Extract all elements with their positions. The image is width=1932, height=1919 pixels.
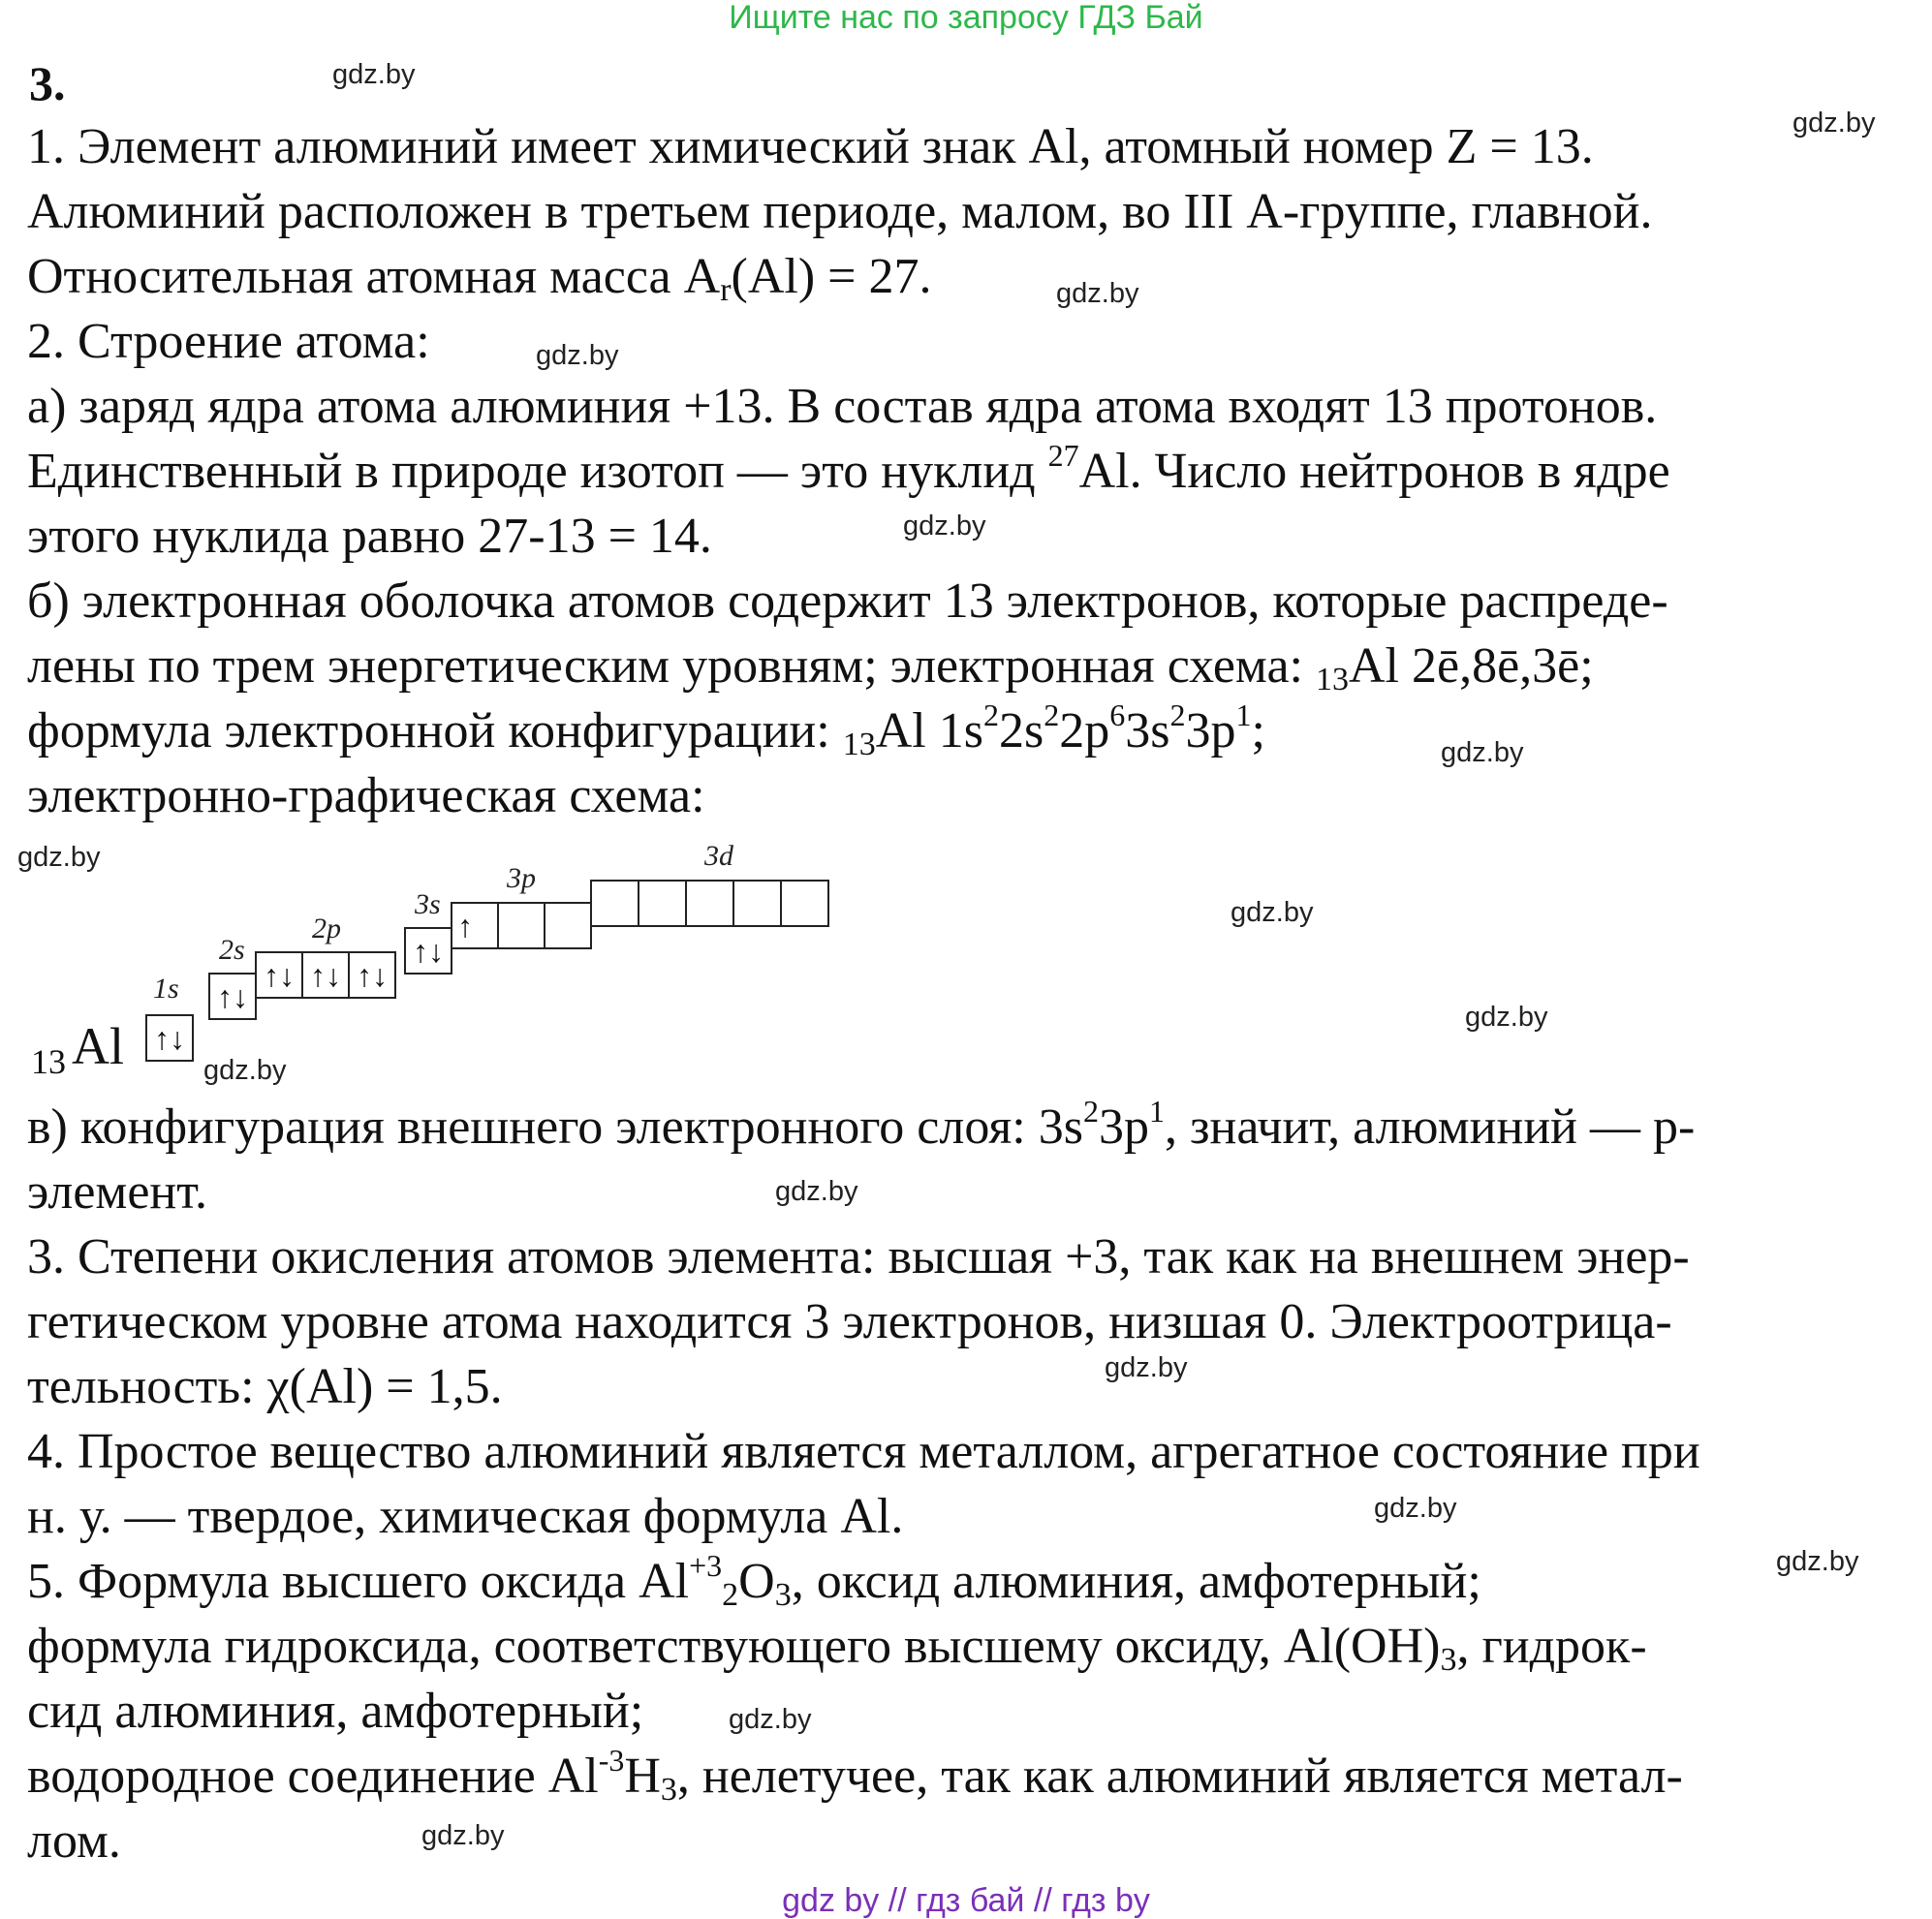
watermark: gdz.by — [1792, 108, 1876, 139]
electron-pair-arrows: ↑↓ — [154, 1021, 185, 1056]
text-fragment: 5. Формула высшего оксида Al — [27, 1554, 690, 1609]
text-line-7: этого нуклида равно 27-13 = 14. — [27, 509, 712, 564]
watermark: gdz.by — [421, 1820, 505, 1851]
text-fragment: (Al) = 27. — [731, 249, 932, 304]
task-number: 3. — [29, 56, 66, 110]
watermark: gdz.by — [1776, 1546, 1859, 1577]
footer-links: gdz by // гдз бай // гдз by — [782, 1882, 1150, 1919]
label-3p: 3p — [507, 862, 536, 894]
text-fragment: H — [624, 1749, 661, 1804]
text-line-18: н. у. — твердое, химическая формула Al. — [27, 1489, 904, 1544]
text-line-23: лом. — [27, 1813, 121, 1869]
superscript: 2 — [982, 697, 999, 732]
text-line-17: 4. Простое вещество алюминий является металлом, агрегатное состояние при — [27, 1424, 1700, 1479]
label-2s: 2s — [219, 934, 245, 966]
text-line-8: б) электронная оболочка атомов содержит 13 электронов, которые распреде- — [27, 573, 1668, 629]
text-fragment: , гидрок- — [1456, 1619, 1647, 1674]
subscript: r — [720, 272, 732, 308]
oxidation-state: +3 — [689, 1548, 723, 1583]
text-line-3 — [27, 245, 931, 309]
orbital-box-3d-4 — [733, 881, 781, 926]
text-fragment: формула гидроксида, соответствующего высшему оксиду, Al(OH) — [27, 1619, 1441, 1674]
text-line-2: Алюминий расположен в третьем периоде, малом, во III А-группе, главной. — [27, 184, 1653, 239]
text-fragment: Al 1s — [875, 703, 983, 758]
text-fragment: , оксид алюминия, амфотерный; — [791, 1554, 1481, 1609]
subscript: 2 — [722, 1577, 739, 1613]
text-line-15: гетическом уровне атома находится 3 электронов, низшая 0. Электроотрица- — [27, 1294, 1672, 1349]
text-fragment: O — [738, 1554, 775, 1609]
top-banner: Ищите нас по запросу ГДЗ Бай — [729, 0, 1203, 36]
text-fragment: , нелетучее, так как алюминий является метал- — [676, 1749, 1683, 1804]
superscript: 27 — [1047, 438, 1079, 473]
text-fragment: формула электронной конфигурации: — [27, 703, 843, 758]
orbital-box-3d-3 — [686, 881, 733, 926]
orbital-box-3d-2 — [639, 881, 686, 926]
orbital-box-2p-2 — [302, 952, 349, 998]
superscript: 6 — [1109, 697, 1126, 732]
element-symbol: Al — [72, 1017, 124, 1075]
text-line-11: электронно-графическая схема: — [27, 768, 705, 823]
electron-single-arrow: ↑ — [457, 909, 473, 944]
orbital-box-3d-1 — [591, 881, 639, 926]
orbital-box-3d-5 — [781, 881, 828, 926]
label-3d: 3d — [704, 840, 733, 872]
text-fragment: 2p — [1059, 703, 1110, 758]
text-line-5: а) заряд ядра атома алюминия +13. В состав ядра атома входят 13 протонов. — [27, 379, 1658, 434]
label-1s: 1s — [153, 973, 179, 1005]
text-line-16: тельность: χ(Al) = 1,5. — [27, 1359, 503, 1414]
label-3s: 3s — [415, 888, 441, 920]
watermark: gdz.by — [536, 340, 619, 371]
watermark: gdz.by — [1105, 1352, 1188, 1383]
electron-pair-arrows: ↑↓ — [357, 958, 388, 993]
text-line-22 — [27, 1745, 1683, 1809]
electron-pair-arrows: ↑↓ — [310, 958, 341, 993]
subscript: 3 — [660, 1772, 677, 1808]
text-fragment: водородное соединение Al — [27, 1749, 599, 1804]
orbital-box-2p-1 — [256, 952, 302, 998]
electron-pair-arrows: ↑↓ — [264, 958, 295, 993]
text-fragment: 2s — [998, 703, 1044, 758]
subscript: 3 — [1440, 1642, 1457, 1678]
text-line-6 — [27, 440, 1670, 504]
text-line-1: 1. Элемент алюминий имеет химический знак Al, атомный номер Z = 13. — [27, 119, 1594, 174]
watermark: gdz.by — [1465, 1002, 1548, 1033]
watermark: gdz.by — [1374, 1493, 1457, 1524]
orbital-box-2p-3 — [349, 952, 395, 998]
text-fragment: ; — [1251, 703, 1265, 758]
watermark: gdz.by — [17, 842, 101, 873]
text-fragment: Al. Число нейтронов в ядре — [1078, 444, 1670, 499]
watermark: gdz.by — [729, 1704, 812, 1735]
orbital-box-3p-3 — [545, 903, 591, 948]
watermark: gdz.by — [1231, 897, 1314, 928]
text-line-14: 3. Степени окисления атомов элемента: высшая +3, так как на внешнем энер- — [27, 1229, 1690, 1284]
text-fragment: Относительная атомная масса A — [27, 249, 721, 304]
orbital-box-1s — [146, 1015, 193, 1061]
superscript: 1 — [1235, 697, 1252, 732]
atomic-number-prefix: 13 — [1316, 662, 1349, 697]
text-fragment: 3p — [1098, 1099, 1149, 1155]
text-fragment: Al 2ē,8ē,3ē; — [1349, 638, 1594, 694]
orbital-box-3s — [405, 928, 452, 974]
element-number: 13 — [31, 1042, 66, 1081]
text-fragment: лены по трем энергетическим уровням; электронная схема: — [27, 638, 1316, 694]
watermark: gdz.by — [1056, 278, 1139, 309]
watermark: gdz.by — [1441, 737, 1524, 768]
text-line-13: элемент. — [27, 1164, 208, 1220]
subscript: 3 — [774, 1577, 792, 1613]
electron-pair-arrows: ↑↓ — [413, 934, 444, 969]
text-fragment: , значит, алюминий — p- — [1164, 1099, 1696, 1155]
superscript: 2 — [1044, 697, 1060, 732]
atomic-number-prefix: 13 — [842, 727, 876, 762]
superscript: 2 — [1169, 697, 1186, 732]
orbital-box-2s — [209, 974, 256, 1019]
text-fragment: в) конфигурация внешнего электронного слоя: 3s — [27, 1099, 1083, 1155]
text-line-21: сид алюминия, амфотерный; — [27, 1684, 644, 1739]
watermark: gdz.by — [332, 59, 416, 90]
orbital-box-3p-1 — [452, 903, 498, 948]
text-fragment: 3p — [1185, 703, 1236, 758]
orbital-box-3p-2 — [498, 903, 545, 948]
text-line-20 — [27, 1615, 1647, 1679]
watermark: gdz.by — [203, 1055, 287, 1086]
text-fragment: Единственный в природе изотоп — это нуклид — [27, 444, 1048, 499]
text-line-19 — [27, 1550, 1481, 1614]
superscript: 2 — [1082, 1094, 1099, 1129]
text-line-12 — [27, 1096, 1695, 1160]
label-2p: 2p — [312, 913, 341, 944]
text-fragment: 3s — [1125, 703, 1170, 758]
text-line-4: 2. Строение атома: — [27, 314, 430, 369]
watermark: gdz.by — [775, 1176, 858, 1207]
oxidation-state: -3 — [598, 1743, 625, 1778]
watermark: gdz.by — [903, 511, 986, 542]
superscript: 1 — [1148, 1094, 1165, 1129]
electron-pair-arrows: ↑↓ — [217, 979, 248, 1014]
